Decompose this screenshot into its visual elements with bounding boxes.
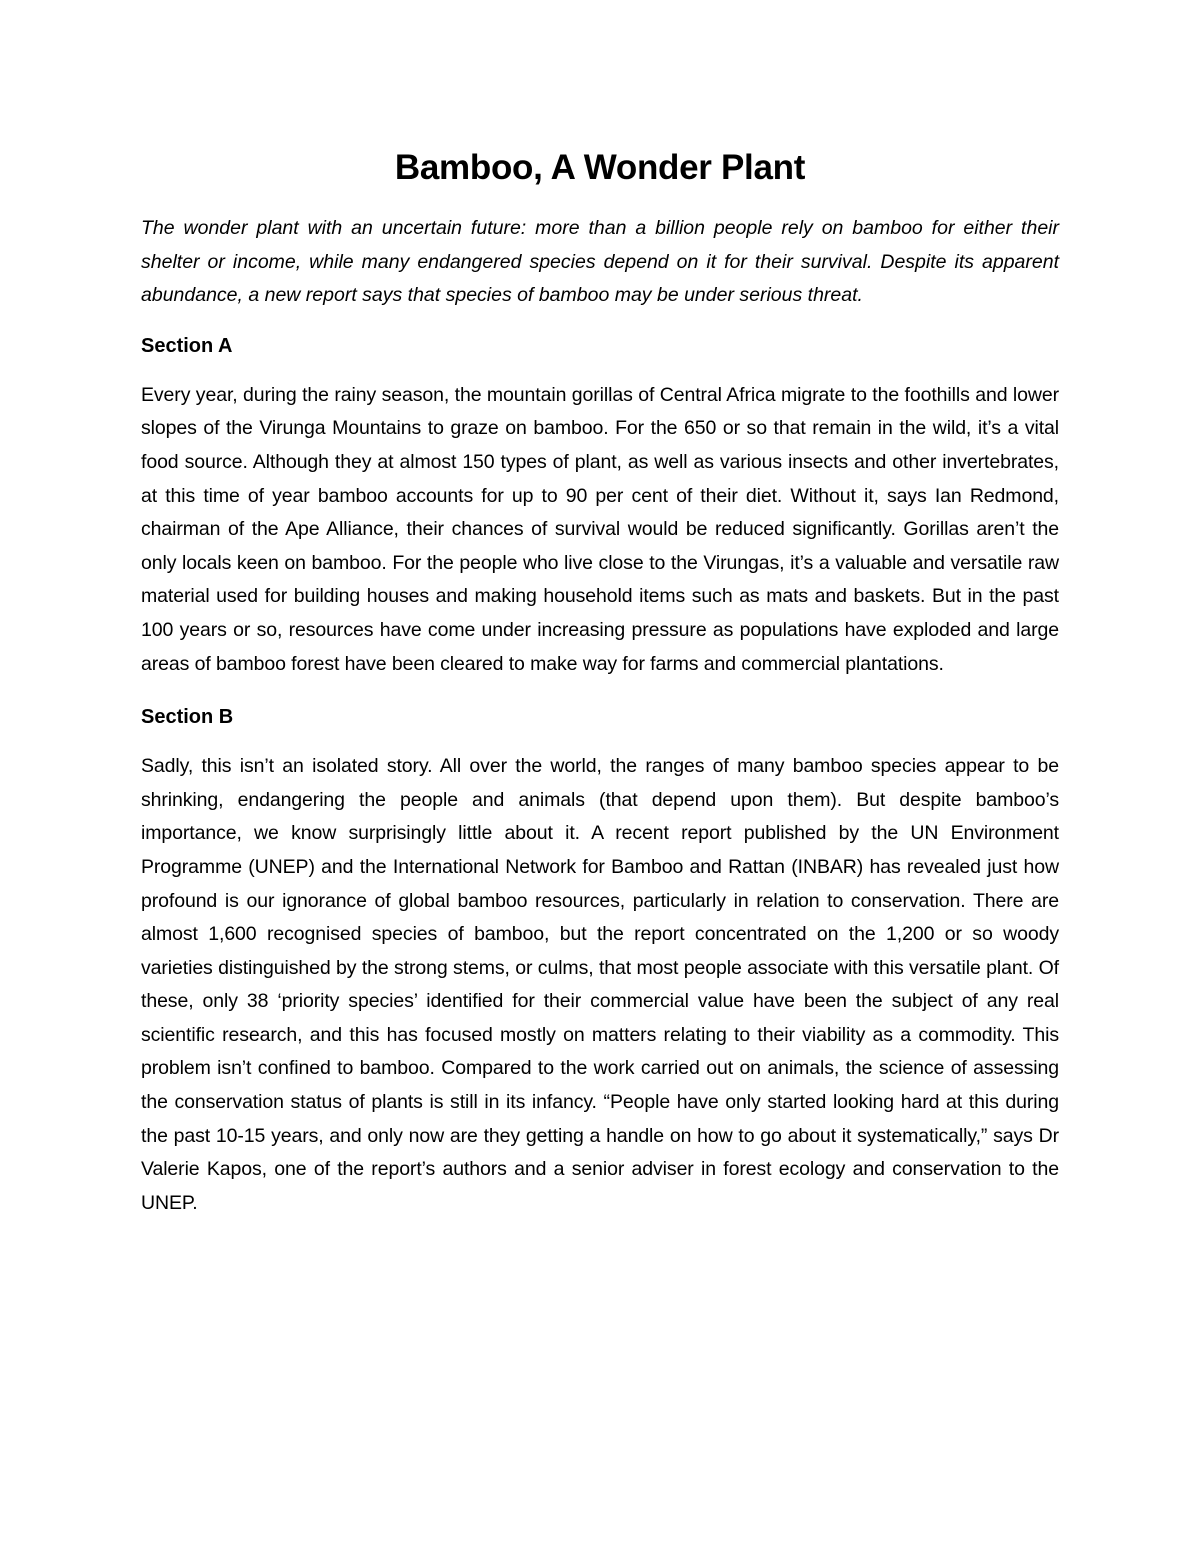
- intro-paragraph: The wonder plant with an uncertain future: more than a billion people rely on bamboo for either their shelter or income, while many endangered species depend on it for their survival. Despite its apparent abundance, a new report says that species of bamboo may be under serious threat.: [141, 217, 1059, 307]
- document-title: Bamboo, A Wonder Plant: [394, 148, 806, 187]
- section-b-body: Sadly, this isn’t an isolated story. All over the world, the ranges of many bamboo species appear to be shrinking, endangering the people and animals (that depend upon them). But despite bamboo’s importance, we know surprisingly little about it. A recent report published by the UN Environment Programme (UNEP) and the International Network for Bamboo and Rattan (INBAR) has revealed just how profound is our ignorance of global bamboo resources, particularly in relation to conservation. There are almost 1,600 recognised species of bamboo, but the report concentrated on the 1,200 or so woody varieties distinguished by the strong stems, or culms, that most people associate with this versatile plant. Of these, only 38 ‘priority species’ identified for their commercial value have been the subject of any real scientific research, and this has focused mostly on matters relating to their viability as a commodity. This problem isn’t confined to bamboo. Compared to the work carried out on animals, the science of assessing the conservation status of plants is still in its infancy. “People have only started looking hard at this during the past 10-15 years, and only now are they getting a handle on how to go about it systematically,” says Dr Valerie Kapos, one of the report’s authors and a senior adviser in forest ecology and conservation to the UNEP.: [141, 755, 1059, 1214]
- section-a-body: Every year, during the rainy season, the mountain gorillas of Central Africa migrate to the foothills and lower slopes of the Virunga Mountains to graze on bamboo. For the 650 or so that remain in the wild, it’s a vital food source. Although they at almost 150 types of plant, as well as various insects and other invertebrates, at this time of year bamboo accounts for up to 90 per cent of their diet. Without it, says Ian Redmond, chairman of the Ape Alliance, their chances of survival would be reduced significantly. Gorillas aren’t the only locals keen on bamboo. For the people who live close to the Virungas, it’s a valuable and versatile raw material used for building houses and making household items such as mats and baskets. But in the past 100 years or so, resources have come under increasing pressure as populations have exploded and large areas of bamboo forest have been cleared to make way for farms and commercial plantations.: [141, 383, 1059, 675]
- document-page: [141, 148, 1059, 1220]
- section-b-heading: Section B: [141, 706, 234, 729]
- section-a-heading: Section A: [141, 334, 233, 357]
